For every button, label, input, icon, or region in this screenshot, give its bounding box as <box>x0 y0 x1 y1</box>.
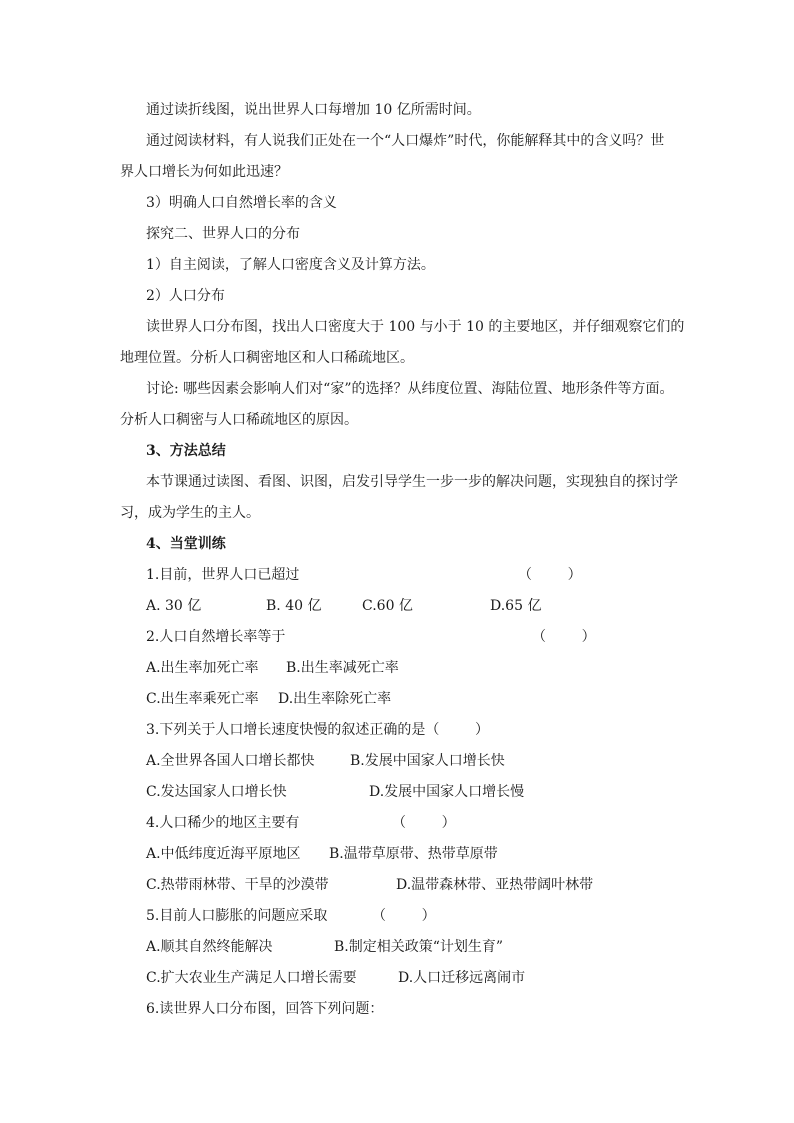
question-2-stem: 2.人口自然增长率等于 <box>146 629 286 645</box>
question-3-option-b: B.发展中国家人口增长快 <box>350 753 505 769</box>
section-heading-distribution: 探究二、世界人口的分布 <box>146 226 300 242</box>
question-2-option-c: C.出生率乘死亡率 <box>146 691 259 707</box>
question-5-answer-blank: （ ） <box>372 908 436 924</box>
question-1-stem: 1.目前，世界人口已超过 <box>146 567 300 583</box>
question-5-stem: 5.目前人口膨胀的问题应采取 <box>146 908 328 924</box>
question-4-stem: 4.人口稀少的地区主要有 <box>146 815 300 831</box>
question-4-option-d: D.温带森林带、亚热带阔叶林带 <box>396 877 594 893</box>
question-4-option-c: C.热带雨林带、干旱的沙漠带 <box>146 877 329 893</box>
paragraph-summary-cont: 习，成为学生的主人。 <box>120 505 260 521</box>
paragraph-population-explosion: 通过阅读材料，有人说我们正处在一个“人口爆炸”时代，你能解释其中的含义吗？世 <box>146 133 665 149</box>
question-2-option-b: B.出生率减死亡率 <box>286 660 399 676</box>
question-5-option-d: D.人口迁移远离闹市 <box>398 970 526 986</box>
question-4-option-b: B.温带草原带、热带草原带 <box>329 846 498 862</box>
question-4-answer-blank: （ ） <box>392 815 456 831</box>
paragraph-read-map: 读世界人口分布图，找出人口密度大于 100 与小于 10 的主要地区，并仔细观察它们的 <box>146 319 685 335</box>
question-2-option-a: A.出生率加死亡率 <box>146 660 259 676</box>
question-2-answer-blank: （ ） <box>532 629 596 645</box>
question-1-option-d: D.65 亿 <box>490 598 542 614</box>
step-natural-growth-rate: 3）明确人口自然增长率的含义 <box>146 195 337 211</box>
question-1-option-a: A. 30 亿 <box>146 598 202 614</box>
step-self-reading: 1）自主阅读，了解人口密度含义及计算方法。 <box>146 257 435 273</box>
question-1-answer-blank: （ ） <box>518 567 582 583</box>
paragraph-discussion: 讨论: 哪些因素会影响人们对“家”的选择？从纬度位置、海陆位置、地形条件等方面。 <box>146 381 674 397</box>
question-3-option-a: A.全世界各国人口增长都快 <box>146 753 315 769</box>
question-5-option-b: B.制定相关政策“计划生育” <box>334 939 504 955</box>
question-1-option-c: C.60 亿 <box>362 598 413 614</box>
question-3-option-d: D.发展中国家人口增长慢 <box>369 784 525 800</box>
step-population-distribution: 2）人口分布 <box>146 288 225 304</box>
question-6-stem: 6.读世界人口分布图，回答下列问题： <box>146 1001 384 1017</box>
question-2-option-d: D.出生率除死亡率 <box>278 691 392 707</box>
paragraph-read-map-cont: 地理位置。分析人口稠密地区和人口稀疏地区。 <box>120 350 414 366</box>
question-3-option-c: C.发达国家人口增长快 <box>146 784 287 800</box>
question-5-option-a: A.顺其自然终能解决 <box>146 939 273 955</box>
question-1-option-b: B. 40 亿 <box>266 598 322 614</box>
paragraph-line-graph: 通过读折线图，说出世界人口每增加 10 亿所需时间。 <box>146 102 481 118</box>
question-4-option-a: A.中低纬度近海平原地区 <box>146 846 301 862</box>
question-3-stem: 3.下列关于人口增长速度快慢的叙述正确的是（ ） <box>146 722 489 738</box>
paragraph-analysis: 分析人口稠密与人口稀疏地区的原因。 <box>120 412 358 428</box>
paragraph-population-explosion-cont: 界人口增长为何如此迅速？ <box>120 164 288 180</box>
question-5-option-c: C.扩大农业生产满足人口增长需要 <box>146 970 357 986</box>
heading-practice: 4、当堂训练 <box>146 536 226 552</box>
paragraph-summary: 本节课通过读图、看图、识图，启发引导学生一步一步的解决问题，实现独自的探讨学 <box>146 474 678 490</box>
heading-method-summary: 3、方法总结 <box>146 443 226 459</box>
